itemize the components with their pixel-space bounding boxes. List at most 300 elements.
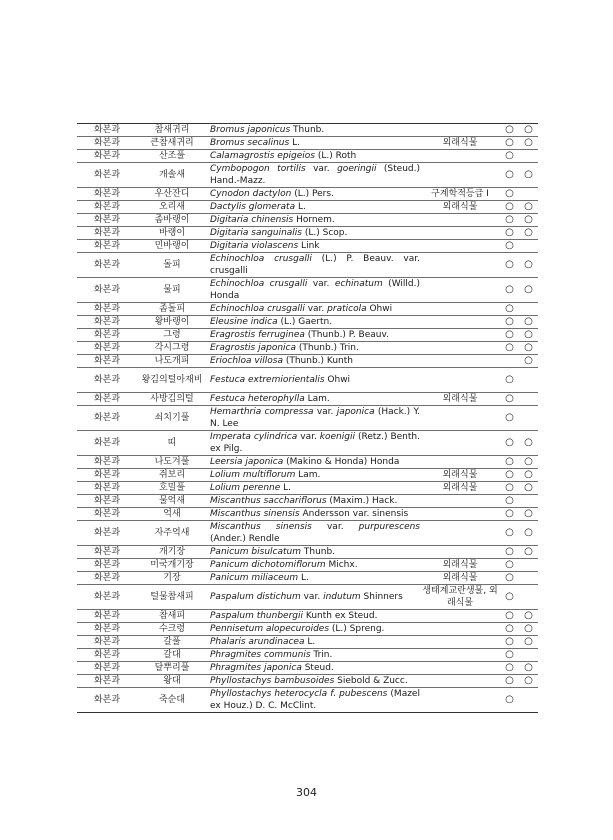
korean-name-cell: 기장 (137, 572, 207, 585)
korean-name-cell: 그령 (137, 329, 207, 342)
mark-2-circle-icon (519, 240, 538, 253)
status-cell (420, 456, 500, 469)
scientific-name-italic: Imperata cylindrica (210, 432, 298, 442)
mark-2-circle-icon: ○ (519, 662, 538, 675)
mark-1-circle-icon: ○ (500, 406, 519, 431)
species-table-body (77, 124, 538, 713)
mark-1-circle-icon: ○ (500, 456, 519, 469)
mark-2-circle-icon: ○ (519, 253, 538, 278)
scientific-name-italic: Lolium perenne (210, 483, 281, 493)
scientific-name-italic: f. (330, 689, 337, 699)
korean-name-cell: 쥐보리 (137, 469, 207, 482)
mark-1-circle-icon: ○ (500, 227, 519, 240)
scientific-name-italic: Eragrostis ferruginea (210, 330, 305, 340)
scientific-name-author: Siebold & Zucc. (334, 676, 408, 686)
korean-name-cell: 나도개피 (137, 355, 207, 368)
table-row (77, 559, 538, 572)
family-cell: 화본과 (77, 431, 137, 456)
status-cell (420, 329, 500, 342)
family-cell: 화본과 (77, 163, 137, 188)
scientific-name-author: (Thunb.) P. Beauv. (304, 330, 389, 340)
scientific-name-author: Thunb. (290, 125, 325, 135)
mark-1-circle-icon: ○ (500, 675, 519, 688)
family-cell: 화본과 (77, 355, 137, 368)
scientific-name-italic: koenigii (319, 432, 355, 442)
family-cell: 화본과 (77, 278, 137, 303)
scientific-name-author: Lam. (304, 394, 330, 404)
mark-1-circle-icon: ○ (500, 150, 519, 163)
scientific-name-italic: Phyllostachys bambusoides (210, 676, 335, 686)
status-cell (420, 355, 500, 368)
mark-1-circle-icon: ○ (500, 278, 519, 303)
scientific-name-author: L. (304, 637, 316, 647)
korean-name-cell: 물피 (137, 278, 207, 303)
scientific-name-italic: Eriochloa villosa (210, 356, 283, 366)
scientific-name-cell (207, 675, 420, 688)
scientific-name-italic: Echinochloa crusgalli (210, 254, 312, 264)
mark-1-circle-icon: ○ (500, 163, 519, 188)
family-cell: 화본과 (77, 508, 137, 521)
mark-1-circle-icon: ○ (500, 316, 519, 329)
table-row (77, 610, 538, 623)
mark-2-circle-icon: ○ (519, 124, 538, 137)
scientific-name-cell (207, 649, 420, 662)
family-cell: 화본과 (77, 150, 137, 163)
table-row (77, 521, 538, 546)
mark-2-circle-icon (519, 649, 538, 662)
scientific-name-author: L. (280, 483, 292, 493)
table-row (77, 456, 538, 469)
family-cell: 화본과 (77, 368, 137, 393)
korean-name-cell: 개기장 (137, 546, 207, 559)
korean-name-cell: 오리새 (137, 201, 207, 214)
table-row (77, 303, 538, 316)
korean-name-cell: 바랭이 (137, 227, 207, 240)
korean-name-cell: 띠 (137, 431, 207, 456)
table-row (77, 124, 538, 137)
family-cell: 화본과 (77, 227, 137, 240)
mark-2-circle-icon: ○ (519, 137, 538, 150)
scientific-name-italic: Eleusine indica (210, 317, 278, 327)
table-row (77, 368, 538, 393)
table-row (77, 482, 538, 495)
status-cell (420, 278, 500, 303)
table-row (77, 572, 538, 585)
family-cell: 화본과 (77, 482, 137, 495)
status-cell: 외래식물 (420, 469, 500, 482)
scientific-name-author: Kunth ex Steud. (303, 611, 378, 621)
family-cell: 화본과 (77, 137, 137, 150)
family-cell: 화본과 (77, 393, 137, 406)
family-cell: 화본과 (77, 406, 137, 431)
family-cell: 화본과 (77, 124, 137, 137)
scientific-name-cell (207, 585, 420, 610)
status-cell: 외래식물 (420, 137, 500, 150)
scientific-name-author: Hornem. (293, 215, 335, 225)
mark-2-circle-icon (519, 393, 538, 406)
mark-2-circle-icon (519, 585, 538, 610)
scientific-name-author: (Maxim.) Hack. (326, 496, 398, 506)
status-cell (420, 662, 500, 675)
mark-1-circle-icon: ○ (500, 623, 519, 636)
family-cell: 화본과 (77, 688, 137, 713)
korean-name-cell: 자주억새 (137, 521, 207, 546)
scientific-name-italic: Echinochloa crusgalli (210, 304, 305, 314)
scientific-name-cell (207, 521, 420, 546)
family-cell: 화본과 (77, 303, 137, 316)
status-cell: 외래식물 (420, 201, 500, 214)
status-cell (420, 688, 500, 713)
table-row (77, 431, 538, 456)
table-row (77, 214, 538, 227)
korean-name-cell: 물억새 (137, 495, 207, 508)
table-row (77, 508, 538, 521)
korean-name-cell: 달뿌리풀 (137, 662, 207, 675)
mark-2-circle-icon: ○ (519, 201, 538, 214)
table-row (77, 227, 538, 240)
table-row (77, 137, 538, 150)
mark-2-circle-icon (519, 150, 538, 163)
family-cell: 화본과 (77, 495, 137, 508)
mark-1-circle-icon: ○ (500, 329, 519, 342)
scientific-name-cell (207, 137, 420, 150)
scientific-name-cell (207, 406, 420, 431)
scientific-name-cell (207, 431, 420, 456)
scientific-name-italic: Panicum dichotomiflorum (210, 560, 326, 570)
family-cell: 화본과 (77, 188, 137, 201)
scientific-name-italic: Paspalum distichum (210, 592, 301, 602)
scientific-name-italic: Dactylis glomerata (210, 202, 296, 212)
korean-name-cell: 억새 (137, 508, 207, 521)
scientific-name-italic: Festuca heterophylla (210, 394, 305, 404)
scientific-name-author: var. (297, 432, 320, 442)
scientific-name-italic: Eragrostis japonica (210, 343, 296, 353)
scientific-name-cell (207, 303, 420, 316)
status-cell (420, 227, 500, 240)
scientific-name-cell (207, 240, 420, 253)
family-cell: 화본과 (77, 240, 137, 253)
scientific-name-cell (207, 368, 420, 393)
mark-2-circle-icon: ○ (519, 214, 538, 227)
mark-2-circle-icon: ○ (519, 636, 538, 649)
scientific-name-author: var. (304, 304, 328, 314)
status-cell (420, 163, 500, 188)
status-cell (420, 675, 500, 688)
scientific-name-author: L. (289, 138, 300, 148)
scientific-name-italic: Calamagrostis epigeios (210, 151, 315, 161)
korean-name-cell: 민바랭이 (137, 240, 207, 253)
status-cell (420, 303, 500, 316)
status-cell: 외래식물 (420, 572, 500, 585)
korean-name-cell: 미국개기장 (137, 559, 207, 572)
scientific-name-author: (L.) Spreng. (329, 624, 385, 634)
status-cell (420, 368, 500, 393)
scientific-name-author: Lam. (295, 470, 321, 480)
family-cell: 화본과 (77, 662, 137, 675)
mark-1-circle-icon: ○ (500, 240, 519, 253)
mark-1-circle-icon: ○ (500, 546, 519, 559)
mark-2-circle-icon (519, 572, 538, 585)
mark-2-circle-icon: ○ (519, 546, 538, 559)
status-cell (420, 636, 500, 649)
scientific-name-cell (207, 227, 420, 240)
korean-name-cell: 수크령 (137, 623, 207, 636)
korean-name-cell: 털물참새피 (137, 585, 207, 610)
scientific-name-italic: Lolium multiflorum (210, 470, 296, 480)
scientific-name-cell (207, 150, 420, 163)
scientific-name-author: (L.) P. Beauv. var. crusgalli (210, 254, 420, 276)
scientific-name-cell (207, 329, 420, 342)
family-cell: 화본과 (77, 649, 137, 662)
family-cell: 화본과 (77, 342, 137, 355)
scientific-name-italic: Phragmites communis (210, 650, 311, 660)
mark-2-circle-icon: ○ (519, 508, 538, 521)
family-cell: 화본과 (77, 521, 137, 546)
korean-name-cell: 호밀풀 (137, 482, 207, 495)
scientific-name-italic: indutum (323, 592, 361, 602)
korean-name-cell: 우산잔디 (137, 188, 207, 201)
mark-1-circle-icon: ○ (500, 482, 519, 495)
mark-1-circle-icon: ○ (500, 431, 519, 456)
scientific-name-cell (207, 623, 420, 636)
scientific-name-italic: Festuca extremiorientalis (210, 375, 325, 385)
scientific-name-cell (207, 188, 420, 201)
table-row (77, 278, 538, 303)
table-row (77, 546, 538, 559)
korean-name-cell: 큰참새귀리 (137, 137, 207, 150)
mark-2-circle-icon (519, 406, 538, 431)
scientific-name-italic: goeringii (337, 164, 377, 174)
scientific-name-cell (207, 546, 420, 559)
korean-name-cell: 쇠치기풀 (137, 406, 207, 431)
scientific-name-author: var. (313, 407, 337, 417)
table-row (77, 649, 538, 662)
scientific-name-italic: Phragmites japonica (210, 663, 302, 673)
species-table (77, 123, 538, 713)
mark-1-circle-icon: ○ (500, 649, 519, 662)
scientific-name-cell (207, 201, 420, 214)
mark-2-circle-icon: ○ (519, 675, 538, 688)
scientific-name-cell (207, 508, 420, 521)
mark-2-circle-icon (519, 495, 538, 508)
status-cell (420, 150, 500, 163)
scientific-name-author: Shinners (360, 592, 403, 602)
scientific-name-cell (207, 278, 420, 303)
scientific-name-author: Trin. (310, 650, 333, 660)
mark-2-circle-icon: ○ (519, 342, 538, 355)
mark-1-circle-icon: ○ (500, 214, 519, 227)
family-cell: 화본과 (77, 214, 137, 227)
scientific-name-cell (207, 253, 420, 278)
scientific-name-italic: Hemarthria compressa (210, 407, 314, 417)
family-cell: 화본과 (77, 572, 137, 585)
korean-name-cell: 갈대 (137, 649, 207, 662)
mark-2-circle-icon (519, 303, 538, 316)
mark-2-circle-icon: ○ (519, 482, 538, 495)
mark-1-circle-icon: ○ (500, 393, 519, 406)
scientific-name-italic: Pennisetum alopecuroides (210, 624, 330, 634)
status-cell (420, 546, 500, 559)
status-cell: 외래식물 (420, 393, 500, 406)
korean-name-cell: 사방김의털 (137, 393, 207, 406)
status-cell (420, 124, 500, 137)
table-row (77, 585, 538, 610)
scientific-name-author: Ohwi (324, 375, 351, 385)
korean-name-cell: 왕대 (137, 675, 207, 688)
scientific-name-italic: Panicum miliaceum (210, 573, 299, 583)
family-cell: 화본과 (77, 559, 137, 572)
scientific-name-author: (L.) Scop. (302, 228, 348, 238)
scientific-name-author: Thunb. (301, 547, 336, 557)
status-cell: 외래식물 (420, 482, 500, 495)
mark-1-circle-icon: ○ (500, 585, 519, 610)
scientific-name-italic: Bromus secalinus (210, 138, 290, 148)
scientific-name-cell (207, 214, 420, 227)
mark-1-circle-icon: ○ (500, 688, 519, 713)
scientific-name-italic: purpurescens (358, 522, 420, 532)
scientific-name-italic: Echinochloa crusgalli (210, 279, 308, 289)
table-row (77, 355, 538, 368)
page-number: 304 (296, 786, 317, 799)
status-cell: 구계학적등급 I (420, 188, 500, 201)
scientific-name-cell (207, 662, 420, 675)
scientific-name-cell (207, 495, 420, 508)
table-row (77, 150, 538, 163)
scientific-name-author: (Ander.) Rendle (210, 534, 280, 544)
scientific-name-cell (207, 355, 420, 368)
status-cell (420, 316, 500, 329)
korean-name-cell: 좀바랭이 (137, 214, 207, 227)
scientific-name-author: var. (311, 522, 359, 532)
korean-name-cell: 참새피 (137, 610, 207, 623)
table-row (77, 253, 538, 278)
mark-1-circle-icon: ○ (500, 188, 519, 201)
korean-name-cell: 각시그령 (137, 342, 207, 355)
korean-name-cell: 죽순대 (137, 688, 207, 713)
scientific-name-author: (L.) Gaertn. (277, 317, 333, 327)
scientific-name-italic: Cymbopogon tortilis (210, 164, 306, 174)
status-cell (420, 508, 500, 521)
korean-name-cell: 왕김의털아재비 (137, 368, 207, 393)
table-row (77, 636, 538, 649)
mark-2-circle-icon (519, 188, 538, 201)
family-cell: 화본과 (77, 456, 137, 469)
scientific-name-author: Michx. (325, 560, 358, 570)
status-cell (420, 431, 500, 456)
status-cell (420, 623, 500, 636)
mark-2-circle-icon: ○ (519, 469, 538, 482)
scientific-name-cell (207, 469, 420, 482)
mark-1-circle-icon: ○ (500, 342, 519, 355)
korean-name-cell: 갈풀 (137, 636, 207, 649)
table-row (77, 688, 538, 713)
table-row (77, 406, 538, 431)
table-row (77, 316, 538, 329)
mark-2-circle-icon (519, 559, 538, 572)
scientific-name-cell (207, 124, 420, 137)
family-cell: 화본과 (77, 253, 137, 278)
mark-1-circle-icon: ○ (500, 559, 519, 572)
scientific-name-author: Ohwi (366, 304, 393, 314)
scientific-name-italic: Digitaria violascens (210, 241, 299, 251)
mark-2-circle-icon: ○ (519, 316, 538, 329)
status-cell: 외래식물 (420, 559, 500, 572)
scientific-name-author: Andersson var. sinensis (299, 509, 409, 519)
table-row (77, 495, 538, 508)
mark-1-circle-icon (500, 355, 519, 368)
korean-name-cell: 개솔새 (137, 163, 207, 188)
mark-1-circle-icon: ○ (500, 495, 519, 508)
scientific-name-italic: Digitaria sanguinalis (210, 228, 302, 238)
status-cell (420, 342, 500, 355)
family-cell: 화본과 (77, 329, 137, 342)
scientific-name-author: var. (300, 592, 324, 602)
mark-1-circle-icon: ○ (500, 572, 519, 585)
korean-name-cell: 산조풀 (137, 150, 207, 163)
table-row (77, 342, 538, 355)
mark-1-circle-icon: ○ (500, 469, 519, 482)
mark-1-circle-icon: ○ (500, 253, 519, 278)
scientific-name-italic: Phalaris arundinacea (210, 637, 305, 647)
mark-1-circle-icon: ○ (500, 137, 519, 150)
scientific-name-italic: Digitaria chinensis (210, 215, 294, 225)
korean-name-cell: 좀돌피 (137, 303, 207, 316)
status-cell: 생태계교란생물, 외래식물 (420, 585, 500, 610)
family-cell: 화본과 (77, 469, 137, 482)
scientific-name-author: (Makino & Honda) Honda (283, 457, 400, 467)
scientific-name-author: (Thunb.) Trin. (296, 343, 359, 353)
scientific-name-author: Steud. (301, 663, 334, 673)
status-cell (420, 495, 500, 508)
scientific-name-author: L. (295, 202, 306, 212)
table-row (77, 201, 538, 214)
mark-2-circle-icon: ○ (519, 431, 538, 456)
mark-1-circle-icon: ○ (500, 636, 519, 649)
family-cell: 화본과 (77, 585, 137, 610)
family-cell: 화본과 (77, 623, 137, 636)
mark-1-circle-icon: ○ (500, 508, 519, 521)
scientific-name-cell (207, 610, 420, 623)
family-cell: 화본과 (77, 636, 137, 649)
status-cell (420, 240, 500, 253)
scientific-name-author: (Thunb.) Kunth (282, 356, 353, 366)
status-cell (420, 214, 500, 227)
scientific-name-italic: Panicum bisulcatum (210, 547, 301, 557)
scientific-name-author: var. (307, 279, 335, 289)
mark-2-circle-icon: ○ (519, 329, 538, 342)
mark-1-circle-icon: ○ (500, 521, 519, 546)
mark-2-circle-icon (519, 688, 538, 713)
mark-1-circle-icon: ○ (500, 662, 519, 675)
korean-name-cell: 돌피 (137, 253, 207, 278)
table-row (77, 329, 538, 342)
scientific-name-author: (Retz.) Benth. ex Pilg. (210, 432, 420, 454)
family-cell: 화본과 (77, 675, 137, 688)
scientific-name-cell (207, 572, 420, 585)
table-row (77, 393, 538, 406)
scientific-name-italic: Leersia japonica (210, 457, 284, 467)
scientific-name-cell (207, 482, 420, 495)
mark-2-circle-icon: ○ (519, 521, 538, 546)
scientific-name-cell (207, 559, 420, 572)
scientific-name-author: (Mazel ex Houz.) D. C. McClint. (210, 689, 420, 711)
scientific-name-cell (207, 316, 420, 329)
scientific-name-italic: Miscanthus sinensis (210, 522, 312, 532)
status-cell (420, 521, 500, 546)
scientific-name-author: (Willd.) Honda (210, 279, 420, 301)
scientific-name-author: (Steud.) Hand.-Mazz. (210, 164, 420, 186)
family-cell: 화본과 (77, 316, 137, 329)
